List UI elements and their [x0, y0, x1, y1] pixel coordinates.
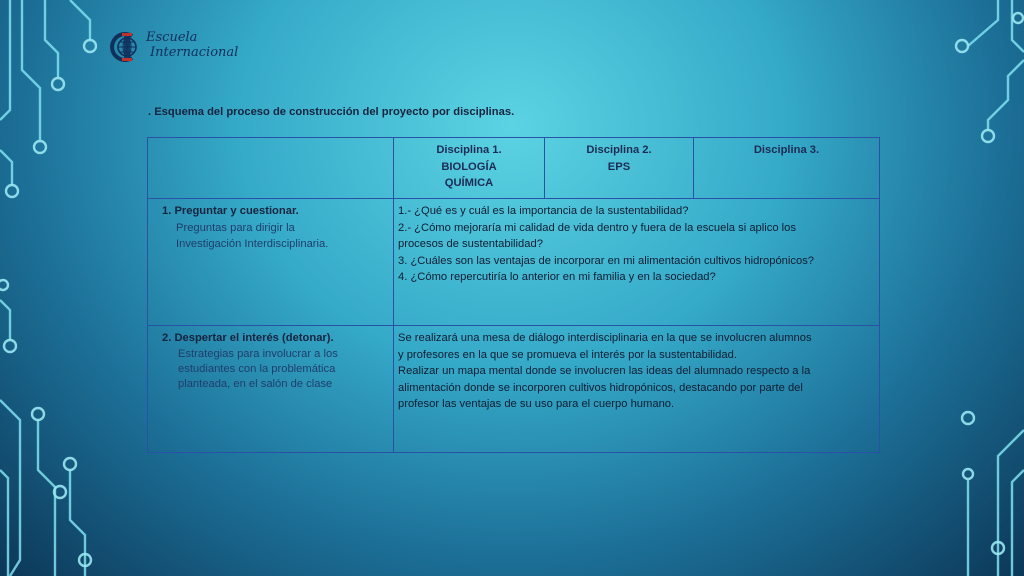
header-discipline-2 [545, 138, 694, 199]
discipline-table [147, 137, 880, 453]
header-text: Disciplina 1. [436, 144, 502, 156]
row-subtitle-line: Estrategias para involucrar a los [178, 347, 338, 360]
content-line: y profesores en la que se promueva el interés por la sustentabilidad. [398, 348, 737, 361]
logo-line-1: Escuela [146, 30, 198, 45]
table-row [148, 326, 880, 453]
content-line: profesor las ventajas de su uso para el cuerpo humano. [398, 398, 675, 410]
row-title: 1. Preguntar y cuestionar. [162, 205, 299, 217]
header-discipline-1 [394, 138, 545, 199]
header-discipline-3 [694, 138, 880, 199]
table-header-row [148, 138, 880, 199]
row-subtitle-line: estudiantes con la problemática [178, 362, 336, 375]
logo-line-2: Internacional [150, 45, 239, 60]
row-content-cell [394, 199, 880, 326]
content-line: 3. ¿Cuáles son las ventajas de incorporar en mi alimentación cultivos hidropónicos? [398, 254, 815, 267]
row-subtitle-line: Preguntas para dirigir la [176, 221, 295, 234]
content-line: Realizar un mapa mental donde se involucren las ideas del alumnado respecto a la [398, 365, 811, 377]
content-line: 4. ¿Cómo repercutiría lo anterior en mi familia y en la sociedad? [398, 271, 716, 283]
header-text: EPS [607, 160, 631, 173]
header-empty-cell [148, 138, 394, 199]
header-text: Disciplina 3. [753, 144, 820, 156]
header-text: BIOLOGÍA [441, 160, 497, 173]
row-content-cell [394, 326, 880, 453]
content-line: alimentación donde se incorporen cultivos hidropónicos, destacando por parte del [398, 381, 803, 394]
row-subtitle-line: Investigación Interdisciplinaria. [176, 237, 329, 250]
globe-logo-icon [108, 30, 142, 64]
row-label-cell [148, 326, 394, 453]
header-text: QUÍMICA [444, 177, 494, 189]
header-text: Disciplina 2. [586, 144, 652, 156]
school-logo [108, 30, 238, 66]
content-line: 2.- ¿Cómo mejoraría mi calidad de vida dentro y fuera de la escuela si aplico los [398, 221, 796, 234]
content-line: 1.- ¿Qué es y cuál es la importancia de la sustentabilidad? [398, 205, 689, 217]
row-subtitle-line: planteada, en el salón de clase [178, 377, 333, 390]
row-title: 2. Despertar el interés (detonar). [162, 332, 334, 344]
slide-heading: . Esquema del proceso de construcción del proyecto por disciplinas. [148, 106, 515, 118]
table-row [148, 199, 880, 326]
content-line: Se realizará una mesa de diálogo interdisciplinaria en la que se involucren alumnos [398, 332, 812, 344]
content-line: procesos de sustentabilidad? [398, 238, 543, 250]
row-label-cell [148, 199, 394, 326]
